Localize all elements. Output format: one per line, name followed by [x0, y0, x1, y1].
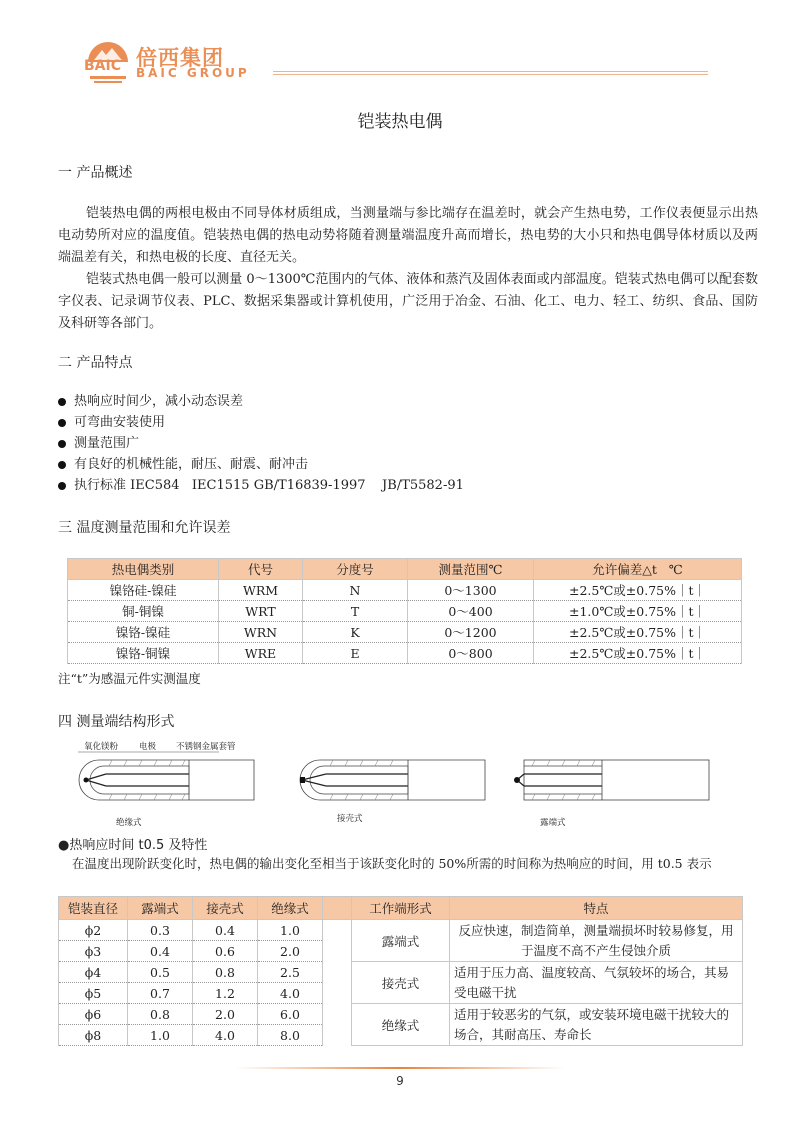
table-cell: 2.5	[258, 962, 323, 983]
logo-english-name: BAIC GROUP	[136, 66, 250, 80]
table-cell: ϕ4	[59, 962, 128, 983]
table-header-row	[68, 559, 742, 580]
section-heading-structure: 四 测量端结构形式	[58, 714, 175, 730]
table-cell: 适用于较恶劣的气氛，或安装环境电磁干扰较大的场合，其耐高压、寿命长	[450, 1004, 743, 1046]
diagram-caption: 接壳式	[337, 814, 363, 824]
table-cell: 铜-铜镍	[68, 601, 219, 622]
table-cell: WRM	[219, 580, 303, 601]
table-cell: 4.0	[193, 1025, 258, 1046]
table-cell: 8.0	[258, 1025, 323, 1046]
label-sheath: 不锈钢金属套管	[176, 742, 236, 752]
logo-chinese-name: 倍西集团	[136, 46, 224, 70]
feature-text: 热响应时间少，减小动态误差	[74, 394, 244, 409]
table-cell: ±2.5℃或±0.75%｜t｜	[534, 643, 742, 664]
response-paragraph: 在温度出现阶跃变化时，热电偶的输出变化至相当于该跃变化时的 50%所需的时间称为热响应的时间，用 t0.5 表示	[72, 856, 712, 871]
diagram-exposed	[512, 738, 762, 830]
column-header: 露端式	[128, 897, 193, 920]
feature-text: 测量范围广	[74, 436, 140, 451]
section-heading-overview: 一 产品概述	[58, 165, 133, 181]
table-row	[68, 643, 742, 664]
table-cell: 1.0	[128, 1025, 193, 1046]
overview-text	[58, 203, 758, 335]
feature-list	[58, 391, 464, 496]
response-text	[58, 853, 763, 874]
table-row	[59, 920, 743, 941]
feature-text: 执行标准 IEC584 IEC1515 GB/T16839-1997 JB/T5582-91	[74, 478, 464, 493]
table-note: 注“t”为感温元件实测温度	[58, 671, 201, 686]
table-cell: 0～800	[408, 643, 534, 664]
table-cell: WRE	[219, 643, 303, 664]
table-spacer	[323, 920, 352, 1046]
table-cell: ±2.5℃或±0.75%｜t｜	[534, 622, 742, 643]
table-cell: 0～1300	[408, 580, 534, 601]
table-cell: 接壳式	[352, 962, 450, 1004]
section-heading-response: ●热响应时间 t0.5 及特性	[58, 838, 208, 853]
table-cell: ϕ5	[59, 983, 128, 1004]
table-cell: ϕ3	[59, 941, 128, 962]
table-cell: 0.8	[193, 962, 258, 983]
table-cell: 2.0	[193, 1004, 258, 1025]
list-item	[58, 412, 464, 433]
bullet-icon	[58, 461, 66, 469]
insulated-junction-drawing	[64, 750, 284, 808]
column-header: 工作端形式	[352, 897, 450, 920]
table-cell: ϕ8	[59, 1025, 128, 1046]
label-electrode: 电极	[139, 742, 157, 752]
overview-paragraph: 铠装热电偶的两根电极由不同导体材质组成，当测量端与参比端存在温差时，就会产生热电势，工作仪表便显示出热电动势所对应的温度值。铠装热电偶的热电动势将随着测量端温度升高而增长，热电势的大小只和热电偶导体材质以及两端温差有关，和热电极的长度、直径无关。	[58, 206, 758, 265]
bullet-icon	[58, 482, 66, 490]
table-cell: 2.0	[258, 941, 323, 962]
diagram-grounded	[290, 738, 510, 830]
column-header: 特点	[450, 897, 743, 920]
list-item	[58, 433, 464, 454]
table-cell: 0.6	[193, 941, 258, 962]
table-cell: N	[303, 580, 408, 601]
bullet-icon	[58, 440, 66, 448]
table-cell: 绝缘式	[352, 1004, 450, 1046]
table-cell: WRN	[219, 622, 303, 643]
grounded-junction-drawing	[290, 750, 510, 808]
diagram-caption: 露端式	[540, 818, 566, 828]
table-header-row	[59, 897, 743, 920]
column-header: 代号	[219, 559, 303, 580]
table-cell: 0.4	[193, 920, 258, 941]
table-cell: 0.8	[128, 1004, 193, 1025]
feature-text: 可弯曲安装使用	[74, 415, 166, 430]
table-row	[59, 1004, 743, 1025]
table-cell: 0.5	[128, 962, 193, 983]
footer-rule	[235, 1067, 565, 1069]
table-cell: 适用于压力高、温度较高、气氛较坏的场合，其易受电磁干扰	[450, 962, 743, 1004]
column-header: 铠装直径	[59, 897, 128, 920]
table-cell: 镍铬-铜镍	[68, 643, 219, 664]
table-cell: 反应快速，制造简单，测量端损坏时较易修复，用于温度不高不产生侵蚀介质	[450, 920, 743, 962]
table-cell: K	[303, 622, 408, 643]
column-header: 绝缘式	[258, 897, 323, 920]
bullet-icon	[58, 398, 66, 406]
page-number: 9	[396, 1074, 404, 1088]
table-cell: WRT	[219, 601, 303, 622]
list-item	[58, 475, 464, 496]
section-heading-features: 二 产品特点	[58, 355, 133, 371]
table-row	[68, 622, 742, 643]
table-cell: 1.2	[193, 983, 258, 1004]
table-cell: 镍铬硅-镍硅	[68, 580, 219, 601]
column-header: 热电偶类别	[68, 559, 219, 580]
table-cell: 0～1200	[408, 622, 534, 643]
table-cell: 0.3	[128, 920, 193, 941]
spacer-header	[323, 897, 352, 920]
table-row	[68, 601, 742, 622]
section-heading-range: 三 温度测量范围和允许误差	[58, 520, 231, 536]
table-cell: 镍铬-镍硅	[68, 622, 219, 643]
page-title: 铠装热电偶	[357, 112, 443, 132]
table-cell: 露端式	[352, 920, 450, 962]
table-cell: 0～400	[408, 601, 534, 622]
table-cell: T	[303, 601, 408, 622]
table-cell: ϕ2	[59, 920, 128, 941]
company-logo	[84, 40, 264, 86]
logo-mark-text: BAIC	[84, 58, 121, 74]
table-cell: ±2.5℃或±0.75%｜t｜	[534, 580, 742, 601]
feature-text: 有良好的机械性能，耐压、耐震、耐冲击	[74, 457, 309, 472]
bullet-icon	[58, 419, 66, 427]
table-cell: 4.0	[258, 983, 323, 1004]
table-row	[68, 580, 742, 601]
diagram-caption: 绝缘式	[116, 818, 142, 828]
column-header: 分度号	[303, 559, 408, 580]
column-header: 允许偏差△t ℃	[534, 559, 742, 580]
response-time-table	[58, 896, 743, 1046]
table-row	[59, 962, 743, 983]
range-table	[67, 558, 742, 664]
header-rule	[273, 71, 708, 76]
exposed-junction-drawing	[512, 750, 762, 808]
table-cell: 6.0	[258, 1004, 323, 1025]
list-item	[58, 391, 464, 412]
table-cell: 0.7	[128, 983, 193, 1004]
table-cell: 1.0	[258, 920, 323, 941]
list-item	[58, 454, 464, 475]
overview-paragraph: 铠装式热电偶一般可以测量 0～1300℃范围内的气体、液体和蒸汽及固体表面或内部温度。铠装式热电偶可以配套数字仪表、记录调节仪表、PLC、数据采集器或计算机使用，广泛用于冶金、石油、化工、电力、轻工、纺织、食品、国防及科研等各部门。	[58, 272, 758, 331]
column-header: 测量范围℃	[408, 559, 534, 580]
table-cell: E	[303, 643, 408, 664]
table-cell: 0.4	[128, 941, 193, 962]
column-header: 接壳式	[193, 897, 258, 920]
table-cell: ±1.0℃或±0.75%｜t｜	[534, 601, 742, 622]
label-powder: 氧化镁粉	[84, 742, 119, 752]
diagram-insulated	[64, 738, 284, 830]
table-cell: ϕ6	[59, 1004, 128, 1025]
